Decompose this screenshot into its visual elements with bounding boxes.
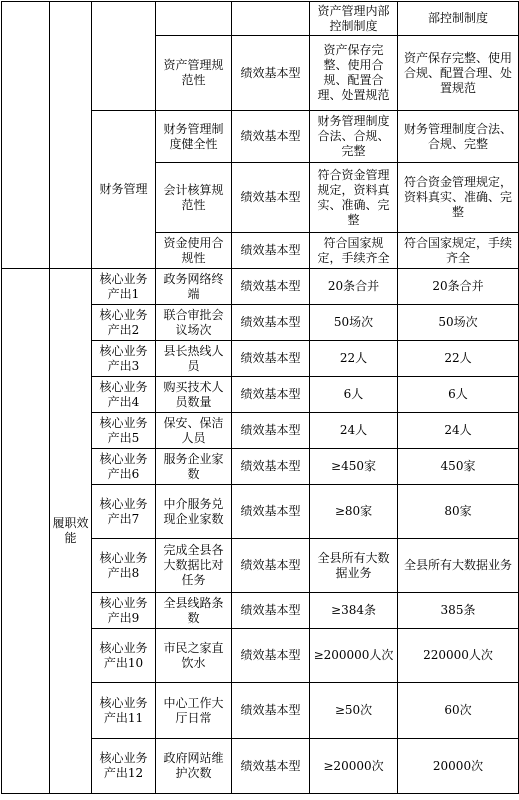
target-cell: 22人 [310,341,398,377]
actual-cell: 24人 [398,413,519,449]
output-cell: 核心业务产出6 [92,449,156,485]
output-cell: 核心业务产出4 [92,377,156,413]
indicator-cell: 资金使用合规性 [156,233,232,269]
actual-cell: 部控制制度 [398,2,519,36]
type-cell: 绩效基本型 [232,485,310,539]
actual-cell: 全县所有大数据业务 [398,539,519,593]
output-cell: 核心业务产出11 [92,683,156,739]
type-cell: 绩效基本型 [232,739,310,794]
target-cell: 符合国家规定，手续齐全 [310,233,398,269]
output-cell: 核心业务产出2 [92,305,156,341]
target-cell: 24人 [310,413,398,449]
actual-cell: 220000人次 [398,629,519,683]
actual-cell: 符合资金管理规定，资料真实、准确、完整 [398,163,519,233]
indicator-cell: 中心工作大厅日常 [156,683,232,739]
target-cell: ≥450家 [310,449,398,485]
type-cell: 绩效基本型 [232,629,310,683]
indicator-cell: 完成全县各大数据比对任务 [156,539,232,593]
indicator-cell: 政府网站维护次数 [156,739,232,794]
indicator-cell: 政务网络终端 [156,269,232,305]
type-cell: 绩效基本型 [232,305,310,341]
type-cell: 绩效基本型 [232,111,310,163]
actual-cell: 450家 [398,449,519,485]
actual-cell: 财务管理制度合法、合规、完整 [398,111,519,163]
performance-efficiency-label: 履职效能 [50,269,92,794]
target-cell: 50场次 [310,305,398,341]
performance-indicator-table [1,1,519,269]
indicator-cell: 县长热线人员 [156,341,232,377]
finance-management-label: 财务管理 [92,111,156,269]
indicator-cell: 财务管理制度健全性 [156,111,232,163]
level1-cell-blank [2,2,50,269]
target-cell: 资产保存完整、使用合规、配置合理、处置规范 [310,36,398,111]
target-cell: 全县所有大数据业务 [310,539,398,593]
actual-cell: 20条合并 [398,269,519,305]
actual-cell: 385条 [398,593,519,629]
type-cell: 绩效基本型 [232,36,310,111]
target-cell: 20条合并 [310,269,398,305]
output-cell: 核心业务产出10 [92,629,156,683]
indicator-cell: 资产管理规范性 [156,36,232,111]
target-cell: 资产管理内部控制制度 [310,2,398,36]
type-cell: 绩效基本型 [232,341,310,377]
actual-cell: 6人 [398,377,519,413]
indicator-cell [156,2,232,36]
type-cell: 绩效基本型 [232,593,310,629]
level2-cell-blank [92,2,156,111]
type-cell: 绩效基本型 [232,539,310,593]
actual-cell: 资产保存完整、使用合规、配置合理、处置规范 [398,36,519,111]
level1-cell-blank [2,269,50,794]
target-cell: ≥80家 [310,485,398,539]
output-cell: 核心业务产出5 [92,413,156,449]
type-cell: 绩效基本型 [232,233,310,269]
type-cell [232,2,310,36]
type-cell: 绩效基本型 [232,269,310,305]
indicator-cell: 服务企业家数 [156,449,232,485]
actual-cell: 符合国家规定，手续齐全 [398,233,519,269]
type-cell: 绩效基本型 [232,413,310,449]
level1-sub-cell-blank [50,2,92,269]
performance-efficiency-table [1,268,519,794]
target-cell: ≥50次 [310,683,398,739]
target-cell: ≥200000人次 [310,629,398,683]
indicator-cell: 保安、保洁人员 [156,413,232,449]
indicator-cell: 联合审批会议场次 [156,305,232,341]
target-cell: ≥384条 [310,593,398,629]
target-cell: 6人 [310,377,398,413]
output-cell: 核心业务产出7 [92,485,156,539]
indicator-cell: 会计核算规范性 [156,163,232,233]
actual-cell: 50场次 [398,305,519,341]
indicator-cell: 市民之家直饮水 [156,629,232,683]
type-cell: 绩效基本型 [232,449,310,485]
type-cell: 绩效基本型 [232,163,310,233]
output-cell: 核心业务产出8 [92,539,156,593]
output-cell: 核心业务产出12 [92,739,156,794]
indicator-cell: 购买技术人员数量 [156,377,232,413]
output-cell: 核心业务产出1 [92,269,156,305]
indicator-cell: 全县线路条数 [156,593,232,629]
output-cell: 核心业务产出3 [92,341,156,377]
table-row [2,2,519,36]
actual-cell: 20000次 [398,739,519,794]
target-cell: 财务管理制度合法、合规、完整 [310,111,398,163]
target-cell: ≥20000次 [310,739,398,794]
type-cell: 绩效基本型 [232,377,310,413]
type-cell: 绩效基本型 [232,683,310,739]
actual-cell: 60次 [398,683,519,739]
actual-cell: 80家 [398,485,519,539]
indicator-cell: 中介服务兑现企业家数 [156,485,232,539]
table-row [2,269,519,305]
actual-cell: 22人 [398,341,519,377]
target-cell: 符合资金管理规定，资料真实、准确、完整 [310,163,398,233]
output-cell: 核心业务产出9 [92,593,156,629]
